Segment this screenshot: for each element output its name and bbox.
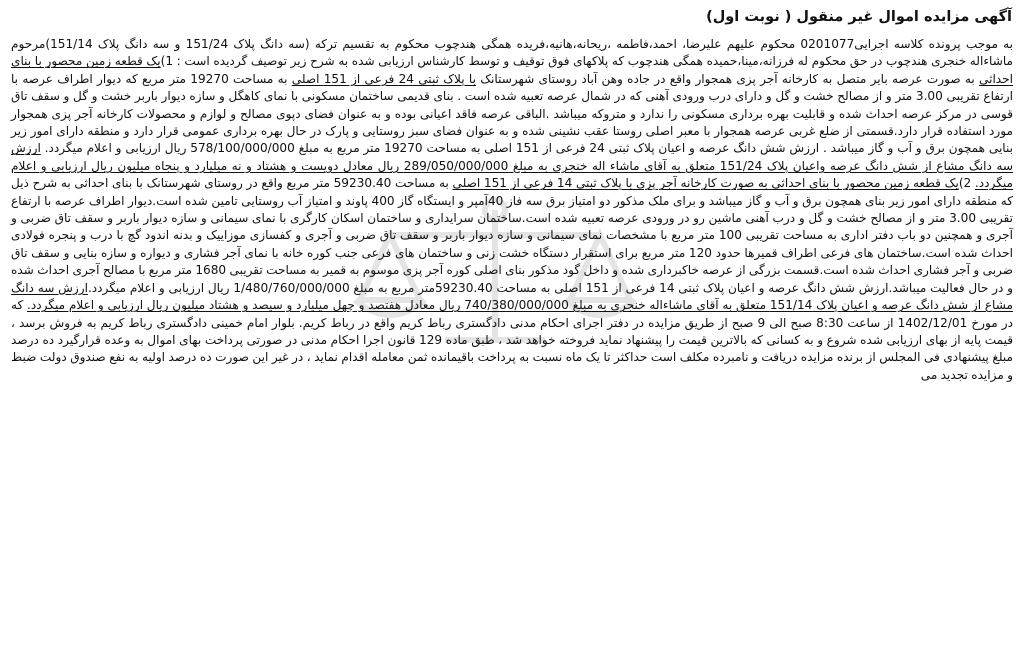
auction-notice bbox=[10, 6, 1014, 647]
notice-text-segment: 2) bbox=[958, 176, 975, 191]
notice-text-segment: به مساحت 59230.40 متر مربع واقع در روستای شهرستانک با بنای احداثی به شرح ذیل که منطقه دارای امور زیر بنای همچون برق و آب و گاز میباشد و برای ملک مذکور دو امتیاز برق سه فاز 40آمپر و ایستگاه گاز 400 پاوند و امتیاز آب روستایی تامین شده است.دیوار اطراف عرصه با ارتفاع تقریبی 3.00 متر و از مصالح خشت و گل و درب آهنی ماشین رو در ورودی عرصه تعبیه شده است.ساختمان سرایداری و ساختمان اسکان کارگری با نمای سیمانی و سازه دیوار باربر و سقف تاق ضربی و آجری و همچنین دو باب دفتر اداری به مساحت تقریبی 100 متر مربع با مشخصات نمای سیمانی و سازه دیوار باربر و سقف تاق ضربی و آجری و کفسازی موزاییک و بدنه اندود گچ با درب و پنجره فولادی احداث شده است.ساختمان های فرعی اطراف قمیرها حدود 120 متر مربع برای استقرار دستگاه خشت زنی و ساختمان های فرعی جنب کوره خانه با نمای آجر فشاری و دیواره و سازه بنایی و سقف تاق ضربی و آجر فشاری احداث شده است.قسمت بزرگی از عرصه خاکبرداری شده و داخل گود مذکور بنای اصلی کوره آجر پزی موسوم به قمیر به مساحت تقریبی 1680 متر مربع با مصالح آجری احداث شده و در حال فعالیت میباشد.ارزش شش دانگ عرصه و اعیان پلاک ثبتی 14 فرعی از 151 اصلی به مساحت 59230.40متر مربع به مبلغ 1/480/760/000/000 ریال ارزیابی و اعلام میگردد. bbox=[11, 176, 1014, 295]
notice-text-segment: به موجب پرونده کلاسه اجرایی0201077 محکوم علیهم علیرضا، احمد،فاطمه ،ریحانه،هانیه،فریده همگی هندچوب محکوم به تقسیم ترکه (سه دانگ پلاک 151/24 و سه دانگ پلاک 151/14)مرحوم ماشاءاله خنجری هندچوب در حق محکوم له فرزانه،مینا،حمیده همگی هندچوب که پلاکهای فوق توقیف و توسط کارشناس ارزیابی شده به شرح زیر توصیف گردیده است : 1) bbox=[11, 37, 1014, 69]
notice-text-segment-underlined: یک قطعه زمین محصور با بنای احداثی bbox=[11, 54, 1013, 86]
notice-text-segment-underlined: ارزش سه دانگ مشاع از شش دانگ عرصه واعیان پلاک 151/24 متعلق به آقای ماشاء اله خنجری به مبلغ 289/050/000/000 ریال معادل دویست و هشتاد و نه میلیارد و پنجاه میلیون ریال ارزیابی و اعلام میگردد. bbox=[11, 141, 1014, 191]
notice-text-segment-underlined: یک قطعه زمین محصور با بنای احداثی به صورت کارخانه آجر پزی با پلاک ثبتی 14 فرعی از 151 اصلی bbox=[452, 176, 959, 191]
notice-text-segment: که در مورخ 1402/12/01 از ساعت 8:30 صبح الی 9 صبح از طریق مزایده در دفتر اجرای احکام مدنی دادگستری رباط کریم واقع در رباط کریم. بلوار امام خمینی دادگستری رباط کریم به فروش برسد ، قیمت پایه از بهای ارزیابی شده شروع و به کسانی که بالاترین قیمت را پیشنهاد نماید فروخته خواهد شد ، طبق ماده 129 قانون اجرا احکام مدنی در صورتی پرداخت بهای اموال به وعده قرارگیرد ده درصد مبلغ پیشنهادی فی المجلس از برنده مزایده دریافت و نامبرده مکلف است حداکثر تا یک ماه نسبت به پرداخت باقیمانده ثمن معامله اقدام نماید ، در غیر این صورت ده درصد اولیه به نفع صندوق دولت ضبط و مزایده تجدید می bbox=[11, 298, 1013, 382]
notice-text-segment-underlined: ارزش سه دانگ مشاع از شش دانگ عرصه و اعیان پلاک 151/14 متعلق به آقای ماشاءاله خنجری به مبلغ 740/380/000/000 ریال معادل هفتصد و چهل میلیارد و سیصد و هشتاد میلیون ریال ارزیابی و اعلام میگردد. bbox=[11, 280, 1013, 313]
notice-text-segment: به مساحت 19270 متر مربع که دیوار اطراف عرصه با ارتفاع تقریبی 3.00 متر و از مصالح خشت و گل و دارای درب ورودی آهنی که در شمال عرصه تعبیه شده است . بنای قدیمی ساختمان مسکونی با نمای کاهگل و سازه دیوار باربر خشت و گل و سقف تاق قوسی در مرکز عرصه احداث شده و قابلیت بهره برداری مسکونی را ندارد و متروکه میباشد .الباقی عرصه فاقد اعیانی بوده و به عنوان فضای دپوی مصالح و لوازم و محصولات کارخانه آجر پزی همجوار مورد استفاده قرار دارد.قسمتی از ضلع غربی عرصه همجوار با معبر اصلی روستا عقب نشینی شده و به عنوان فضای سبز روستایی و پارک در حال بهره برداری عمومی قرار دارد و منطقه دارای امور زیر بنایی همچون برق و آب و گاز میباشد . ارزش شش دانگ عرصه و اعیان پلاک ثبتی 24 فرعی از 151 اصلی به مساحت 19270 متر مربع به مبلغ 578/100/000/000 ریال ارزیابی و اعلام میگردد. bbox=[11, 71, 1014, 156]
notice-text-segment: به صورت عرصه بایر متصل به کارخانه آجر پزی همجوار واقع در جاده وهن آباد روستای شهرستانک bbox=[475, 71, 979, 86]
notice-text-segment-underlined: با پلاک ثبتی 24 فرعی از 151 اصلی bbox=[291, 71, 476, 86]
notice-title: آگهی مزایده اموال غیر منقول ( نوبت اول) bbox=[706, 9, 1012, 25]
notice-body bbox=[10, 36, 1014, 384]
